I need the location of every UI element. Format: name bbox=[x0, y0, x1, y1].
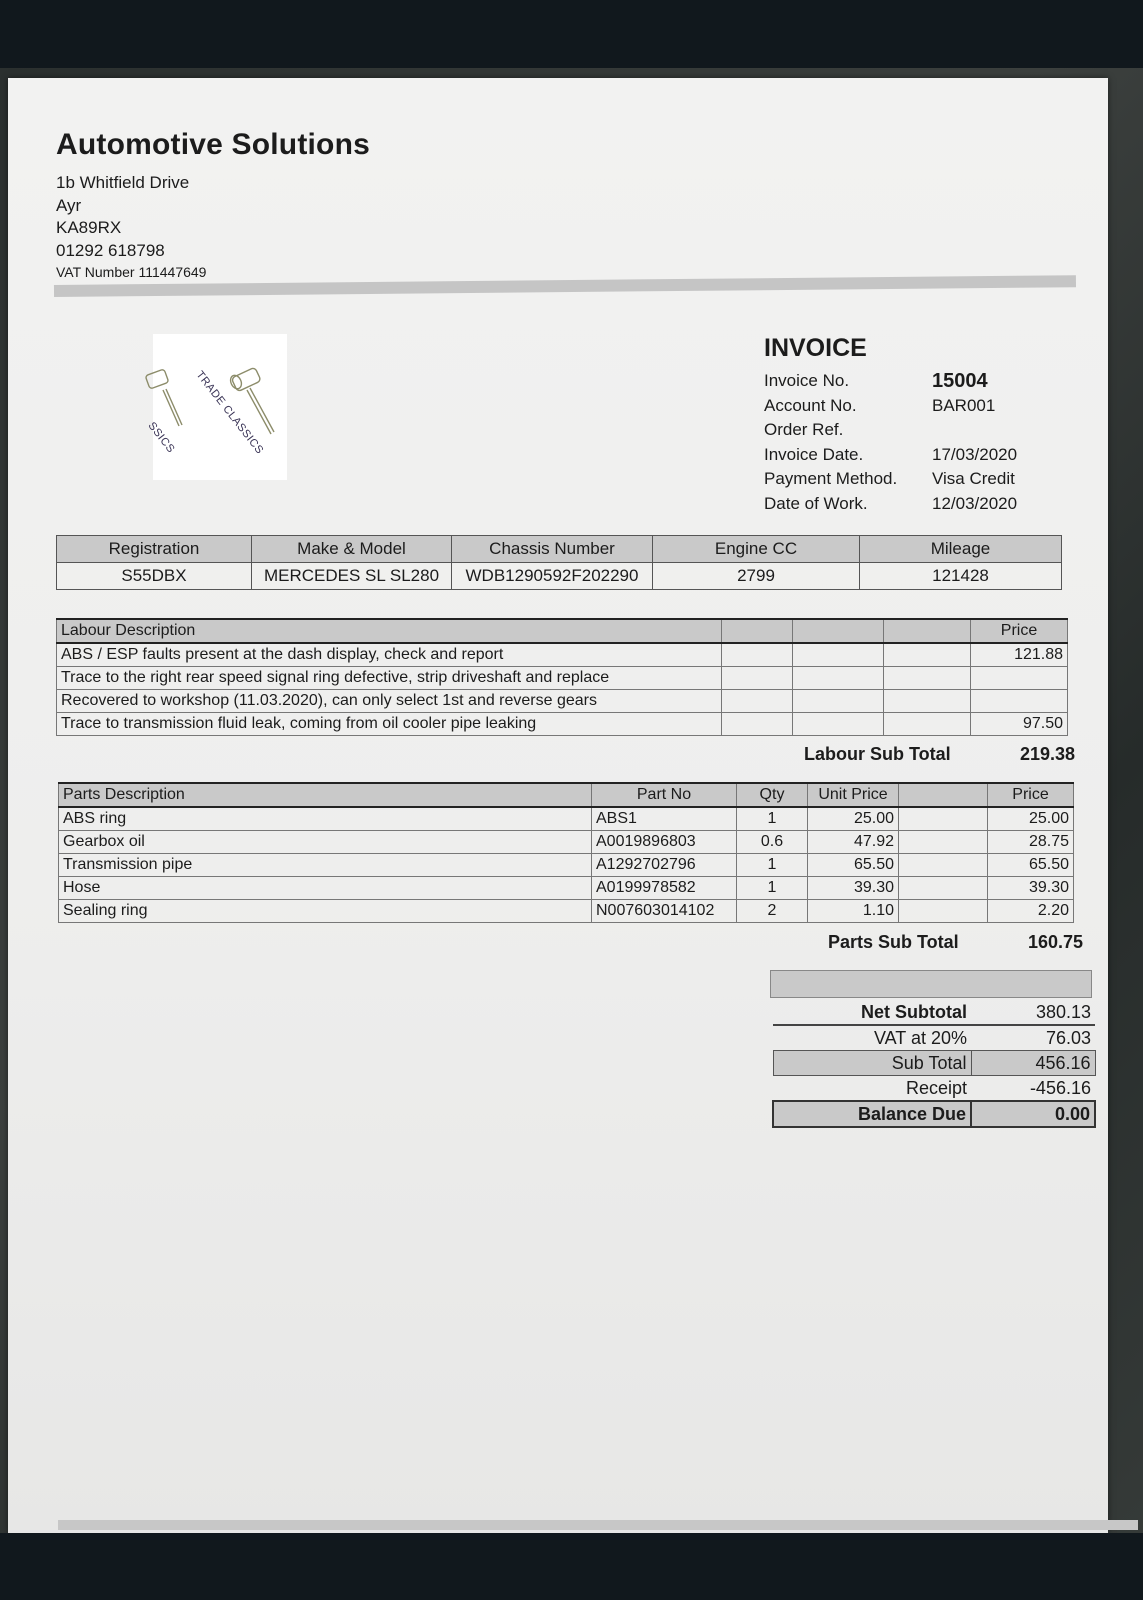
part-description: Sealing ring bbox=[59, 900, 592, 923]
balance-due-value: 0.00 bbox=[971, 1101, 1095, 1127]
part-qty: 1 bbox=[737, 877, 808, 900]
footer-divider bbox=[58, 1520, 1138, 1530]
vehicle-value-row bbox=[57, 563, 1062, 590]
part-unit-price: 1.10 bbox=[808, 900, 899, 923]
labour-row-blank bbox=[722, 667, 793, 690]
invoice-number-label: Invoice No. bbox=[764, 371, 850, 391]
qty-header: Qty bbox=[737, 783, 808, 807]
chassis-number-value: WDB1290592F202290 bbox=[452, 563, 653, 590]
balance-due-label: Balance Due bbox=[773, 1101, 971, 1127]
payment-method-label: Payment Method. bbox=[764, 469, 898, 489]
labour-row bbox=[57, 643, 1068, 667]
make-model-header: Make & Model bbox=[252, 536, 452, 563]
order-ref-label: Order Ref. bbox=[764, 420, 844, 440]
invoice-sheet bbox=[8, 78, 1108, 1533]
date-of-work-label: Date of Work. bbox=[764, 493, 868, 513]
part-price: 25.00 bbox=[988, 807, 1074, 831]
trade-classics-logo bbox=[145, 334, 287, 480]
net-subtotal-value: 380.13 bbox=[971, 1000, 1095, 1025]
labour-price-header: Price bbox=[971, 619, 1068, 643]
labour-row bbox=[57, 690, 1068, 713]
labour-row-blank bbox=[793, 713, 884, 736]
engine-cc-value: 2799 bbox=[653, 563, 860, 590]
parts-row bbox=[59, 807, 1074, 831]
part-unit-price: 39.30 bbox=[808, 877, 899, 900]
parts-subtotal-value: 160.75 bbox=[1028, 932, 1084, 952]
parts-row-blank bbox=[899, 900, 988, 923]
net-subtotal-label: Net Subtotal bbox=[773, 1000, 971, 1025]
mileage-header: Mileage bbox=[860, 536, 1062, 563]
parts-row bbox=[59, 831, 1074, 854]
part-unit-price: 47.92 bbox=[808, 831, 899, 854]
labour-description-header: Labour Description bbox=[57, 619, 722, 643]
invoice-title: INVOICE bbox=[764, 334, 867, 362]
part-description: Transmission pipe bbox=[59, 854, 592, 877]
company-vat-number: VAT Number 111447649 bbox=[56, 264, 207, 280]
part-price: 39.30 bbox=[988, 877, 1074, 900]
part-qty: 0.6 bbox=[737, 831, 808, 854]
totals-table bbox=[772, 1000, 1096, 1128]
invoice-header bbox=[764, 334, 1017, 516]
part-number: N007603014102 bbox=[592, 900, 737, 923]
logo-text-partial: SSICS bbox=[145, 420, 177, 456]
invoice-date-value: 17/03/2020 bbox=[932, 444, 1018, 464]
balance-due-row bbox=[773, 1101, 1095, 1127]
labour-row-price: 97.50 bbox=[971, 713, 1068, 736]
part-unit-price: 25.00 bbox=[808, 807, 899, 831]
bottom-dark-band bbox=[0, 1533, 1143, 1600]
part-description: ABS ring bbox=[59, 807, 592, 831]
net-subtotal-row bbox=[773, 1000, 1095, 1025]
labour-row-blank bbox=[793, 667, 884, 690]
labour-header-row bbox=[57, 619, 1068, 643]
part-price: 2.20 bbox=[988, 900, 1074, 923]
labour-row-price bbox=[971, 690, 1068, 713]
labour-row-blank bbox=[884, 713, 971, 736]
labour-row-price bbox=[971, 667, 1068, 690]
company-postcode: KA89RX bbox=[56, 218, 122, 237]
vat-value: 76.03 bbox=[1045, 1027, 1091, 1048]
chassis-number-header: Chassis Number bbox=[452, 536, 653, 563]
part-price: 65.50 bbox=[988, 854, 1074, 877]
mileage-value: 121428 bbox=[860, 563, 1062, 590]
engine-cc-header: Engine CC bbox=[653, 536, 860, 563]
labour-row-blank bbox=[722, 713, 793, 736]
order-ref-row bbox=[764, 418, 1017, 443]
part-description: Hose bbox=[59, 877, 592, 900]
company-phone: 01292 618798 bbox=[56, 240, 165, 260]
labour-row-blank bbox=[793, 690, 884, 713]
parts-blank-col bbox=[899, 783, 988, 807]
date-of-work-row bbox=[764, 492, 1017, 517]
totals-header-bar bbox=[770, 970, 1092, 998]
parts-row-blank bbox=[899, 831, 988, 854]
part-no-header: Part No bbox=[592, 783, 737, 807]
make-model-value: MERCEDES SL SL280 bbox=[252, 563, 452, 590]
labour-row bbox=[57, 713, 1068, 736]
parts-row-blank bbox=[899, 877, 988, 900]
vat-row bbox=[773, 1025, 1095, 1051]
parts-subtotal-label: Parts Sub Total bbox=[828, 932, 959, 952]
sub-total-row bbox=[773, 1051, 1095, 1076]
labour-row-blank bbox=[722, 643, 793, 667]
labour-subtotal-label: Labour Sub Total bbox=[804, 744, 951, 764]
labour-blank-col-1 bbox=[722, 619, 793, 643]
invoice-date-label: Invoice Date. bbox=[764, 444, 864, 464]
sub-total-value: 456.16 bbox=[971, 1051, 1095, 1076]
labour-subtotal-value: 219.38 bbox=[1020, 744, 1076, 764]
part-qty: 2 bbox=[737, 900, 808, 923]
part-price: 28.75 bbox=[988, 831, 1074, 854]
labour-row-blank bbox=[884, 643, 971, 667]
receipt-label: Receipt bbox=[905, 1077, 967, 1098]
part-number: A0019896803 bbox=[592, 831, 737, 854]
part-unit-price: 65.50 bbox=[808, 854, 899, 877]
part-number: A1292702796 bbox=[592, 854, 737, 877]
invoice-date-row bbox=[764, 443, 1017, 468]
labour-blank-col-2 bbox=[793, 619, 884, 643]
part-qty: 1 bbox=[737, 807, 808, 831]
company-name: Automotive Solutions bbox=[56, 128, 370, 161]
part-description: Gearbox oil bbox=[59, 831, 592, 854]
labour-row-description: Trace to the right rear speed signal ring defective, strip driveshaft and replace bbox=[57, 667, 722, 690]
company-address-line-1: 1b Whitfield Drive bbox=[56, 173, 190, 192]
sub-total-label: Sub Total bbox=[773, 1051, 971, 1076]
receipt-row bbox=[773, 1076, 1095, 1102]
invoice-number-value: 15004 bbox=[932, 369, 988, 392]
labour-table bbox=[56, 618, 1068, 736]
labour-row-blank bbox=[793, 643, 884, 667]
labour-blank-col-3 bbox=[884, 619, 971, 643]
part-qty: 1 bbox=[737, 854, 808, 877]
parts-row-blank bbox=[899, 807, 988, 831]
receipt-value: -456.16 bbox=[1029, 1077, 1091, 1098]
parts-description-header: Parts Description bbox=[59, 783, 592, 807]
registration-header: Registration bbox=[57, 536, 252, 563]
parts-row bbox=[59, 854, 1074, 877]
registration-value: S55DBX bbox=[57, 563, 252, 590]
company-address-line-2: Ayr bbox=[56, 195, 82, 215]
vehicle-header-row bbox=[57, 536, 1062, 563]
payment-method-row bbox=[764, 467, 1017, 492]
labour-row-blank bbox=[884, 690, 971, 713]
labour-row-description: Trace to transmission fluid leak, coming from oil cooler pipe leaking bbox=[57, 713, 722, 736]
invoice-number-row bbox=[764, 369, 1017, 394]
payment-method-value: Visa Credit bbox=[932, 469, 1015, 489]
logo-text: TRADE CLASSICS bbox=[193, 369, 266, 457]
parts-row bbox=[59, 900, 1074, 923]
vat-label: VAT at 20% bbox=[873, 1027, 967, 1048]
account-number-label: Account No. bbox=[764, 395, 857, 415]
parts-price-header: Price bbox=[988, 783, 1074, 807]
parts-row bbox=[59, 877, 1074, 900]
labour-row-blank bbox=[722, 690, 793, 713]
labour-row-description: Recovered to workshop (11.03.2020), can only select 1st and reverse gears bbox=[57, 690, 722, 713]
vehicle-table bbox=[56, 535, 1062, 590]
labour-row bbox=[57, 667, 1068, 690]
parts-table bbox=[58, 782, 1074, 923]
company-block bbox=[56, 128, 370, 280]
part-number: A0199978582 bbox=[592, 877, 737, 900]
labour-row-price: 121.88 bbox=[971, 643, 1068, 667]
unit-price-header: Unit Price bbox=[808, 783, 899, 807]
labour-row-blank bbox=[884, 667, 971, 690]
part-number: ABS1 bbox=[592, 807, 737, 831]
parts-row-blank bbox=[899, 854, 988, 877]
account-number-value: BAR001 bbox=[932, 395, 996, 415]
account-number-row bbox=[764, 394, 1017, 419]
labour-row-description: ABS / ESP faults present at the dash display, check and report bbox=[57, 643, 722, 667]
parts-header-row bbox=[59, 783, 1074, 807]
date-of-work-value: 12/03/2020 bbox=[932, 493, 1018, 513]
